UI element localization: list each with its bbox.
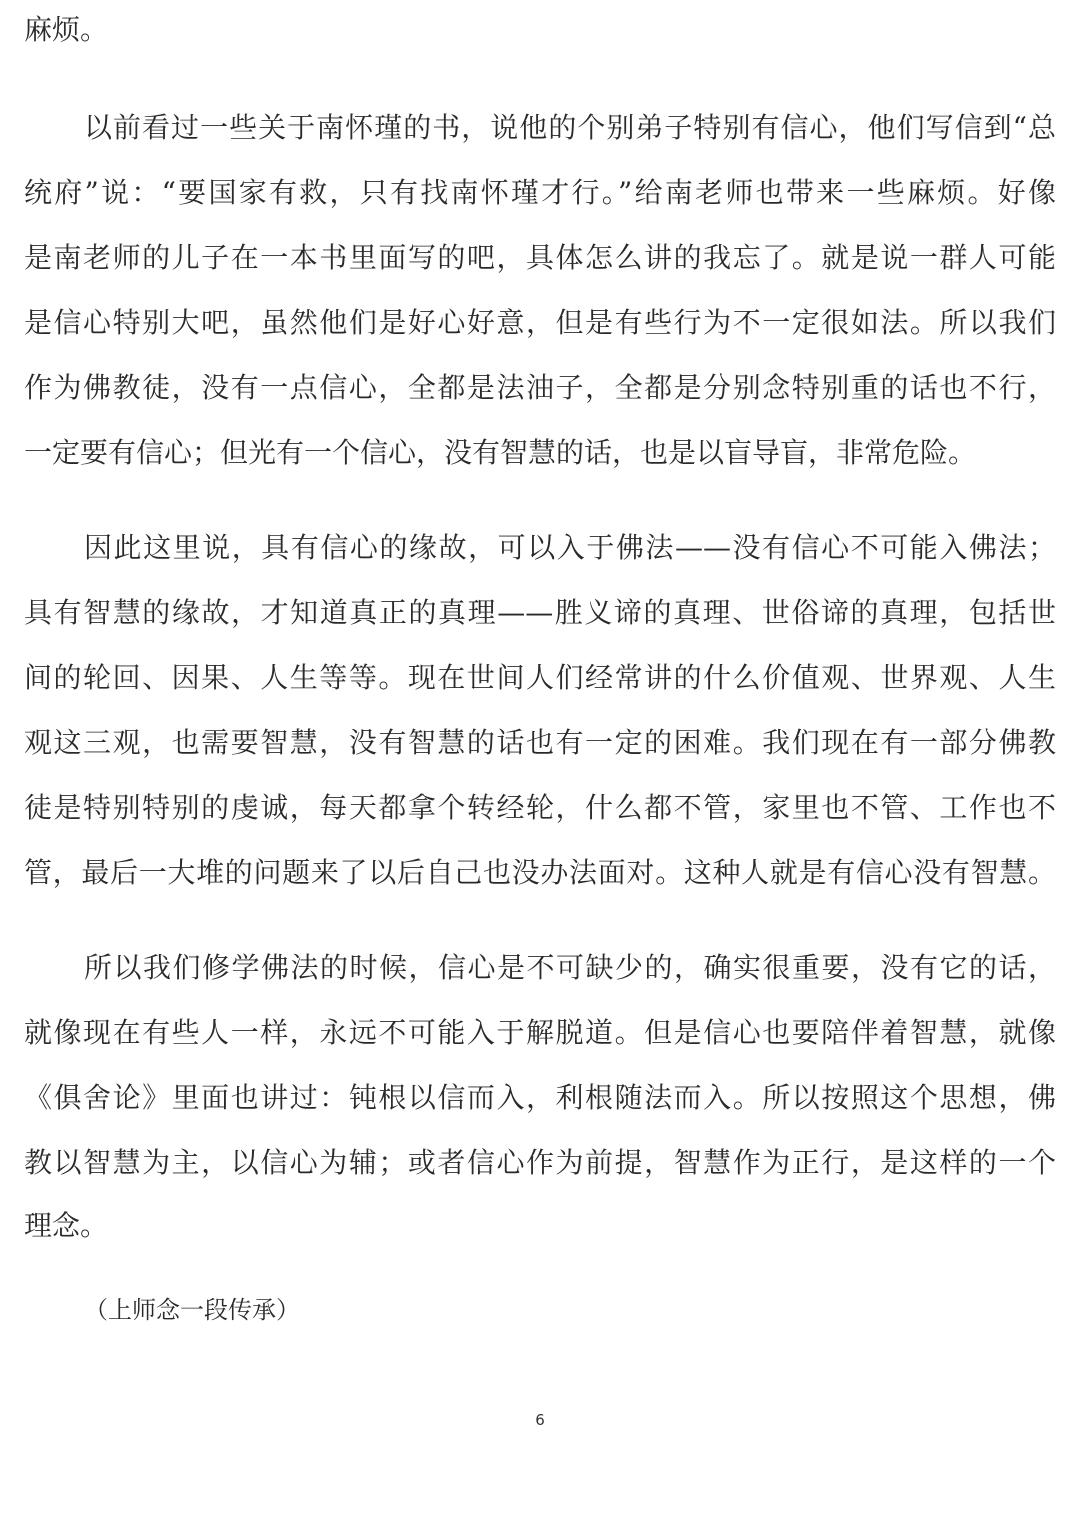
paragraph-3-line-5: 理念。 bbox=[24, 1209, 109, 1242]
paragraph-2-line-2: 具有智慧的缘故，才知道真正的真理——胜义谛的真理、世俗谛的真理，包括世 bbox=[24, 596, 1056, 629]
paragraph-2-line-3: 间的轮回、因果、人生等等。现在世间人们经常讲的什么价值观、世界观、人生 bbox=[24, 661, 1056, 694]
paragraph-3-line-2: 就像现在有些人一样，永远不可能入于解脱道。但是信心也要陪伴着智慧，就像 bbox=[24, 1016, 1056, 1049]
paragraph-2-line-4: 观这三观，也需要智慧，没有智慧的话也有一定的困难。我们现在有一部分佛教 bbox=[24, 726, 1056, 759]
transmission-note: （上师念一段传承） bbox=[84, 1296, 300, 1324]
paragraph-1-line-5: 作为佛教徒，没有一点信心，全都是法油子，全都是分别念特别重的话也不行， bbox=[24, 371, 1056, 404]
paragraph-2-line-5: 徒是特别特别的虔诚，每天都拿个转经轮，什么都不管，家里也不管、工作也不 bbox=[24, 791, 1056, 824]
paragraph-1-line-4: 是信心特别大吧，虽然他们是好心好意，但是有些行为不一定很如法。所以我们 bbox=[24, 306, 1056, 339]
paragraph-2-line-6: 管，最后一大堆的问题来了以后自己也没办法面对。这种人就是有信心没有智慧。 bbox=[24, 856, 1056, 889]
page-number: 6 bbox=[535, 1411, 545, 1429]
paragraph-3-line-1: 所以我们修学佛法的时候，信心是不可缺少的，确实很重要，没有它的话， bbox=[84, 951, 1056, 984]
paragraph-1-line-6: 一定要有信心；但光有一个信心，没有智慧的话，也是以盲导盲，非常危险。 bbox=[24, 436, 977, 469]
paragraph-1-line-3: 是南老师的儿子在一本书里面写的吧，具体怎么讲的我忘了。就是说一群人可能 bbox=[24, 241, 1056, 274]
paragraph-3-line-3: 《俱舍论》里面也讲过：钝根以信而入，利根随法而入。所以按照这个思想，佛 bbox=[24, 1081, 1056, 1114]
paragraph-2-line-1: 因此这里说，具有信心的缘故，可以入于佛法——没有信心不可能入佛法； bbox=[84, 531, 1056, 564]
paragraph-fragment-line: 麻烦。 bbox=[24, 13, 109, 46]
paragraph-1-line-2: 统府”说：“要国家有救，只有找南怀瑾才行。”给南老师也带来一些麻烦。好像 bbox=[24, 176, 1056, 209]
paragraph-1-line-1: 以前看过一些关于南怀瑾的书，说他的个别弟子特别有信心，他们写信到“总 bbox=[84, 111, 1056, 144]
paragraph-3-line-4: 教以智慧为主，以信心为辅；或者信心作为前提，智慧作为正行，是这样的一个 bbox=[24, 1146, 1056, 1179]
